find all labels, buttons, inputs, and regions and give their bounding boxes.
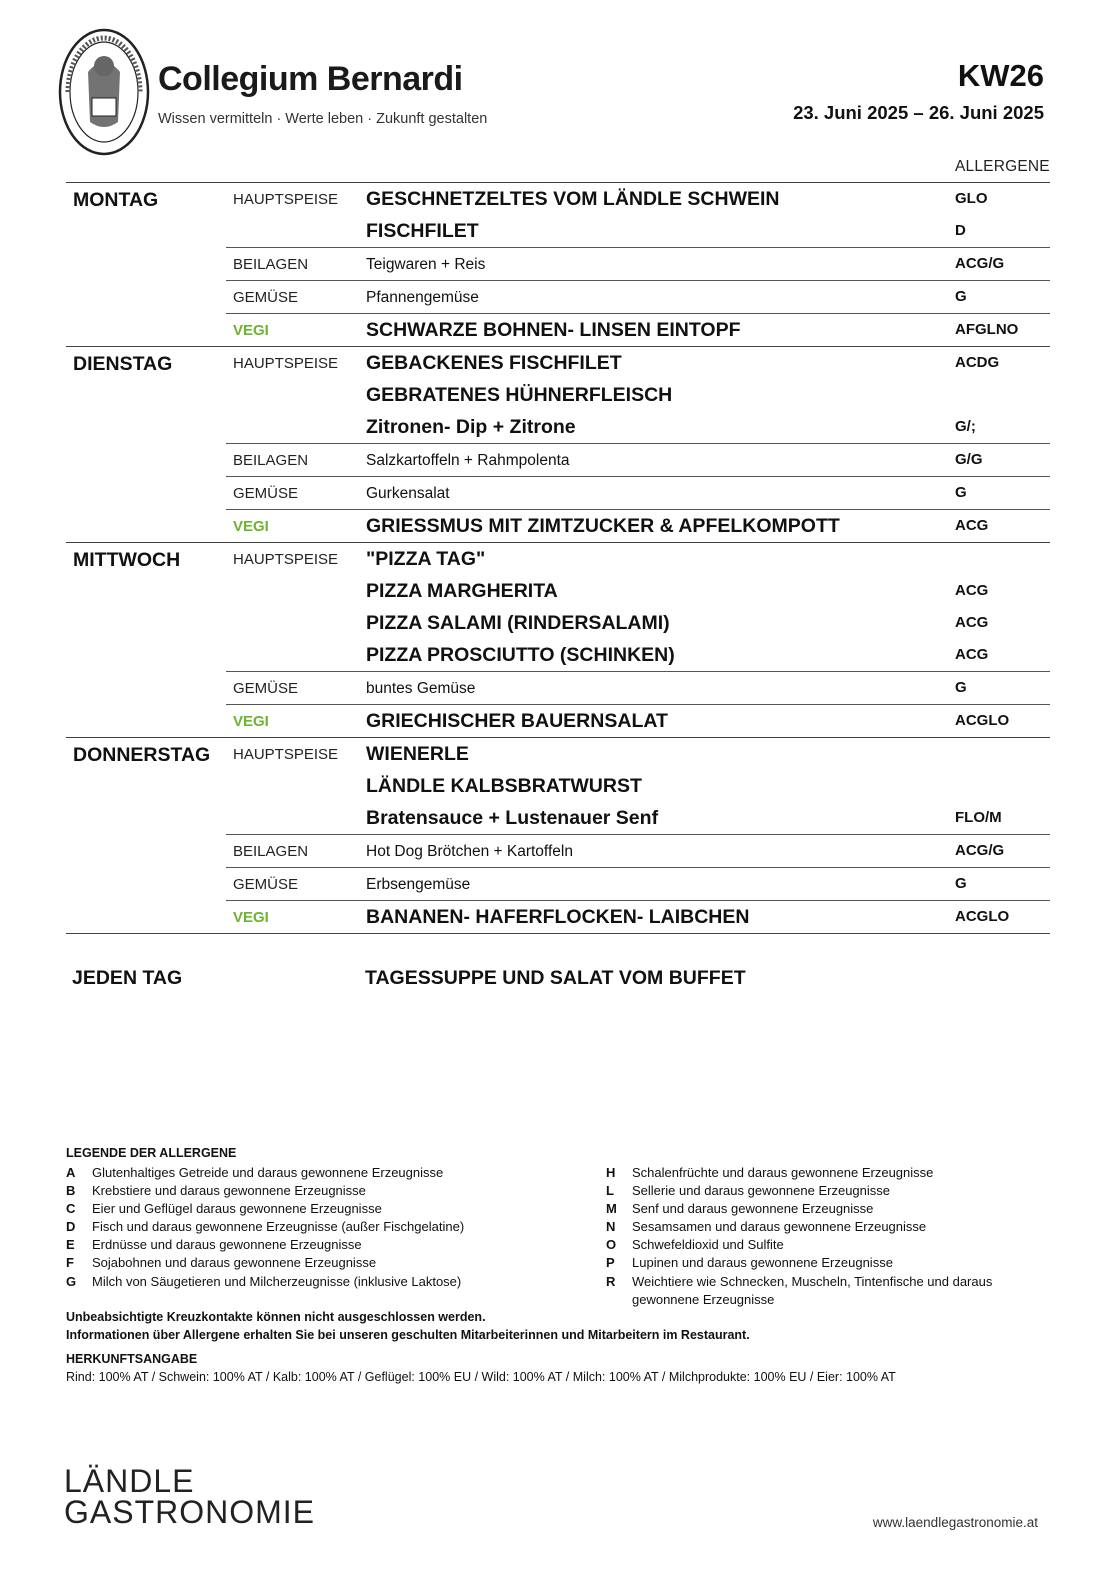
day-name: DONNERSTAG [73,744,211,766]
dish-name: PIZZA MARGHERITA [366,580,558,602]
menu-row [226,867,1050,900]
allergen-codes: AFGLNO [955,321,1019,338]
day-block [66,542,1050,737]
dish-name: PIZZA SALAMI (RINDERSALAMI) [366,612,670,634]
allergen-codes: ACG [955,614,989,631]
vegi-label: VEGI [233,909,269,926]
menu-row [226,509,1050,542]
footer-logo-line1: LÄNDLE [64,1463,195,1499]
legend-code: M [606,1201,617,1217]
dish-list [366,672,1050,704]
allergen-codes: ACGLO [955,908,1010,925]
legend-item [606,1182,1042,1200]
dish-list [366,347,1050,443]
dish-name: GESCHNETZELTES VOM LÄNDLE SCHWEIN [366,188,780,210]
allergen-codes [955,738,1050,770]
legend-text: Schalenfrüchte und daraus gewonnene Erzeugnisse [632,1165,934,1180]
every-day-label: JEDEN TAG [72,967,183,989]
dish-list [366,314,1050,346]
dish-list [366,510,1050,542]
allergen-codes: ACG/G [955,255,1005,272]
dish-line [366,510,1050,542]
menu-row [226,476,1050,509]
day-block [66,346,1050,542]
menu-row [226,247,1050,280]
dish-line [366,639,1050,671]
dish-line [366,183,1050,215]
legend-text: Eier und Geflügel daraus gewonnene Erzeugnisse [92,1201,382,1217]
legend-item [606,1218,1042,1236]
date-range: 23. Juni 2025 – 26. Juni 2025 [793,102,1044,123]
dish-line [366,868,1050,900]
menu-row [226,347,1050,443]
allergen-codes: G [955,679,967,696]
day-block [66,737,1050,933]
legend-item [606,1236,1042,1254]
legend-text: Sojabohnen und daraus gewonnene Erzeugnisse [92,1255,377,1271]
dish-line [366,607,1050,639]
legend-left-column [66,1164,502,1291]
allergen-codes: ACG/G [955,842,1005,859]
dish-line [366,901,1050,933]
allergen-column-header: ALLERGENE [955,158,1050,175]
legend-text: Sellerie und daraus gewonnene Erzeugnisse [632,1183,891,1199]
legend-title: LEGENDE DER ALLERGENE [66,1146,237,1160]
dish-list [366,835,1050,867]
dish-name: Zitronen- Dip + Zitrone [366,416,576,438]
footer-url[interactable]: www.laendlegastronomie.at [872,1515,1038,1530]
dish-line [366,411,1050,443]
category-label: HAUPTSPEISE [233,746,339,763]
dish-name: Bratensauce + Lustenauer Senf [366,807,659,829]
legend-text: Erdnüsse und daraus gewonnene Erzeugnisse [92,1237,362,1253]
allergen-codes: G [955,288,967,305]
vegi-label: VEGI [233,518,269,535]
origin-text: Rind: 100% AT / Schwein: 100% AT / Kalb: 100% AT / Geflügel: 100% EU / Wild: 100% AT / Milch: 100% AT / Milchprodukte: 100% EU / Eier: 100% AT [66,1370,896,1384]
legend-item [66,1236,502,1254]
legend-code: H [606,1165,616,1180]
legend-code: G [66,1273,77,1289]
dish-line [366,835,1050,867]
dish-name: GEBRATENES HÜHNERFLEISCH [366,384,673,406]
dish-name: Hot Dog Brötchen + Kartoffeln [366,843,573,860]
menu-row [226,900,1050,933]
vegi-label: VEGI [233,322,269,339]
allergen-codes: ACDG [955,354,1000,371]
category-label: BEILAGEN [233,452,309,469]
category-label: BEILAGEN [233,843,309,860]
allergen-codes: ACGLO [955,712,1010,729]
dish-line [366,477,1050,509]
allergen-codes: ACG [955,646,989,663]
dish-line [366,347,1050,379]
allergen-codes: G [955,875,967,892]
brand-tagline: Wissen vermitteln · Werte leben · Zukunft gestalten [158,111,488,127]
legend-text: Sesamsamen und daraus gewonnene Erzeugnisse [632,1219,927,1235]
legend-code: L [606,1183,614,1199]
legend-code: O [606,1237,617,1253]
menu-row [226,443,1050,476]
day-block [66,182,1050,346]
brand-name: Collegium Bernardi [158,60,463,98]
menu-row [226,738,1050,834]
dish-line [366,770,1050,802]
legend-item [606,1254,1042,1272]
menu-row [226,834,1050,867]
category-label: HAUPTSPEISE [233,191,339,208]
every-day-text: TAGESSUPPE UND SALAT VOM BUFFET [365,967,746,989]
legend-code: B [66,1183,76,1199]
legend-code: A [66,1165,76,1180]
menu-row [226,183,1050,247]
legend-item [66,1164,502,1182]
dish-name: SCHWARZE BOHNEN- LINSEN EINTOPF [366,319,741,341]
dish-line [366,248,1050,280]
legend-text: Fisch und daraus gewonnene Erzeugnisse (außer Fischgelatine) [92,1219,465,1235]
dish-name: Pfannengemüse [366,289,479,306]
dish-line [366,802,1050,834]
legend-item [606,1273,1042,1309]
allergen-codes: G [955,484,967,501]
dish-list [366,705,1050,737]
menu-row [226,543,1050,671]
menu-row [226,280,1050,313]
legend-code: D [66,1219,76,1235]
legend-code: R [606,1273,616,1289]
legend-code: N [606,1219,616,1235]
dish-list [366,738,1050,834]
legend-item [66,1218,502,1236]
legend-code: C [66,1201,76,1217]
allergen-codes: GLO [955,190,988,207]
allergen-codes: G/; [955,418,976,435]
dish-list [366,901,1050,933]
legend-item [66,1254,502,1272]
allergen-codes [955,543,1050,575]
allergen-codes: D [955,222,966,239]
legend-item [66,1273,502,1291]
allergen-codes: ACG [955,582,989,599]
dish-list [366,248,1050,280]
dish-name: GRIECHISCHER BAUERNSALAT [366,710,668,732]
dish-line [366,215,1050,247]
dish-name: Teigwaren + Reis [366,256,486,273]
dish-line [366,379,1050,411]
legend-code: F [66,1255,74,1271]
legend-right-column [606,1164,1042,1309]
dish-list [366,183,1050,247]
footer-logo-line2: GASTRONOMIE [64,1494,316,1530]
legend-text: Lupinen und daraus gewonnene Erzeugnisse [632,1255,893,1271]
dish-list [366,543,1050,671]
legend-text: Weichtiere wie Schnecken, Muscheln, Tintenfische und daraus gewonnene Erzeugnisse [632,1273,993,1307]
menu-row [226,313,1050,346]
dish-list [366,281,1050,313]
category-label: GEMÜSE [233,485,299,502]
dish-list [366,868,1050,900]
legend-text: Glutenhaltiges Getreide und daraus gewonnene Erzeugnisse [92,1165,444,1180]
menu-row [226,671,1050,704]
dish-name: GEBACKENES FISCHFILET [366,352,622,374]
allergen-codes [955,379,1050,411]
legend-text: Milch von Säugetieren und Milcherzeugnisse (inklusive Laktose) [92,1273,462,1289]
dish-line [366,705,1050,737]
legend-item [606,1200,1042,1218]
dish-line [366,672,1050,704]
dish-list [366,444,1050,476]
dish-name: buntes Gemüse [366,680,476,697]
category-label: GEMÜSE [233,680,299,697]
dish-line [366,444,1050,476]
legend-code: E [66,1237,75,1253]
category-label: GEMÜSE [233,289,299,306]
dish-line [366,543,1050,575]
allergen-info-note: Informationen über Allergene erhalten Sie bei unseren geschulten Mitarbeiterinnen und Mitarbeitern im Restaurant. [66,1328,750,1342]
week-number: KW26 [957,58,1044,93]
dish-name: PIZZA PROSCIUTTO (SCHINKEN) [366,644,675,666]
dish-name: BANANEN- HAFERFLOCKEN- LAIBCHEN [366,906,750,928]
dish-name: LÄNDLE KALBSBRATWURST [366,775,642,797]
allergen-codes: G/G [955,451,983,468]
category-label: HAUPTSPEISE [233,551,339,568]
legend-code: P [606,1255,615,1271]
allergen-codes: ACG [955,517,989,534]
category-label: GEMÜSE [233,876,299,893]
dish-list [366,477,1050,509]
legend-item [606,1164,1042,1182]
day-name: MITTWOCH [73,549,181,571]
legend-item [66,1200,502,1218]
vegi-label: VEGI [233,713,269,730]
allergen-codes [955,770,1050,802]
cross-contact-note: Unbeabsichtigte Kreuzkontakte können nicht ausgeschlossen werden. [66,1310,486,1324]
dish-name: GRIESSMUS MIT ZIMTZUCKER & APFELKOMPOTT [366,515,840,537]
dish-line [366,314,1050,346]
day-name: DIENSTAG [73,353,173,375]
weekly-menu-table [66,182,1050,934]
legend-text: Schwefeldioxid und Sulfite [632,1237,784,1253]
day-name: MONTAG [73,189,159,211]
legend-text: Senf und daraus gewonnene Erzeugnisse [632,1201,874,1217]
category-label: HAUPTSPEISE [233,355,339,372]
dish-line [366,281,1050,313]
dish-name: WIENERLE [366,743,469,765]
dish-name: FISCHFILET [366,220,479,242]
legend-text: Krebstiere und daraus gewonnene Erzeugnisse [92,1183,366,1199]
dish-name: Salzkartoffeln + Rahmpolenta [366,452,570,469]
college-seal-icon [58,28,150,156]
allergen-codes: FLO/M [955,809,1002,826]
dish-line [366,575,1050,607]
footer-logo [64,1463,316,1530]
category-label: BEILAGEN [233,256,309,273]
dish-name: Erbsengemüse [366,876,471,893]
table-bottom-rule [66,933,1050,934]
legend-item [66,1182,502,1200]
dish-name: "PIZZA TAG" [366,548,486,570]
menu-row [226,704,1050,737]
origin-title: HERKUNFTSANGABE [66,1352,198,1366]
dish-name: Gurkensalat [366,485,450,502]
dish-line [366,738,1050,770]
